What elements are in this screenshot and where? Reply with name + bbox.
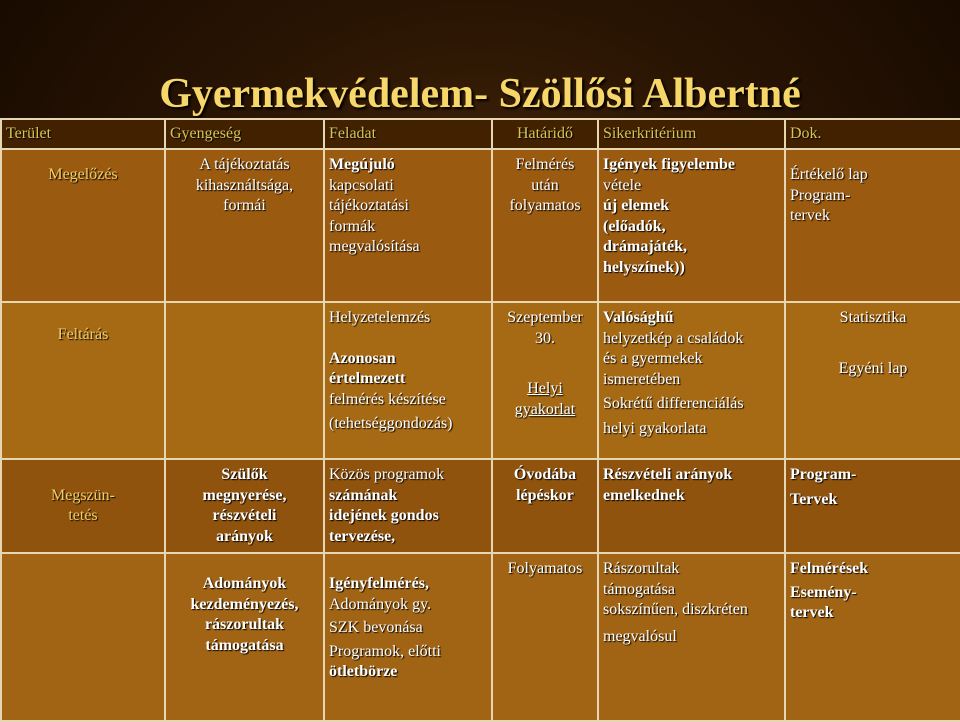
success-line: Valósághű [603, 309, 674, 326]
task-line: Megújuló [329, 156, 395, 173]
table-row [1, 459, 960, 553]
weakness-line: A tájékoztatás [199, 156, 290, 173]
area-cell [1, 459, 165, 553]
table-row [1, 302, 960, 459]
header-doc: Dok. [785, 119, 960, 149]
task-line: tájékoztatási [329, 197, 409, 214]
task-line: idejének gondos [329, 507, 439, 524]
success-line: (előadók, [603, 217, 666, 235]
task-line: Helyzetelemzés [329, 309, 431, 326]
task-cell [324, 459, 492, 553]
success-line: és a gyermekek [603, 350, 703, 367]
task-line: Programok, előtti [329, 642, 441, 660]
doc-line: Tervek [790, 490, 838, 508]
task-line: tervezése, [329, 527, 396, 545]
weakness-line: támogatása [205, 636, 284, 654]
task-line: Azonosan [329, 349, 396, 367]
task-cell [324, 553, 492, 721]
doc-line: Felmérések [790, 560, 869, 577]
success-line: helyszínek)) [603, 258, 685, 276]
doc-line: Program- [790, 186, 851, 204]
task-line: megvalósítása [329, 238, 420, 255]
slide-title: Gyermekvédelem- Szöllősi Albertné [159, 71, 801, 117]
deadline-cell [492, 553, 598, 721]
success-cell [598, 553, 785, 721]
deadline-line: gyakorlat [514, 400, 576, 418]
header-deadline: Határidő [492, 119, 598, 149]
deadline-line: után [531, 176, 559, 194]
task-line: formák [329, 217, 376, 235]
task-cell [324, 149, 492, 302]
task-line: (tehetséggondozás) [329, 415, 453, 432]
task-line: felmérés készítése [329, 390, 446, 408]
success-line: emelkednek [603, 486, 685, 504]
deadline-line: Óvodába [513, 466, 577, 483]
deadline-cell [492, 302, 598, 459]
deadline-line: Folyamatos [507, 560, 583, 577]
weakness-line: formái [223, 197, 266, 214]
weakness-line: Adományok [202, 575, 287, 592]
header-weakness: Gyengeség [165, 119, 324, 149]
area-cell [1, 149, 165, 302]
area-cell [1, 553, 165, 721]
weakness-line: kihasználtsága, [195, 176, 294, 194]
doc-line: Program- [790, 466, 857, 483]
weakness-cell [165, 302, 324, 459]
area-cell [1, 302, 165, 459]
task-line: ötletbörze [329, 663, 398, 680]
area-label: tetés [68, 507, 98, 524]
deadline-line: Szeptember [507, 309, 583, 326]
success-line: Sokrétű differenciálás [603, 395, 744, 412]
task-line: Közös programok [329, 466, 445, 483]
weakness-cell [165, 553, 324, 721]
success-line: drámajáték, [603, 238, 687, 255]
task-line: Adományok gy. [329, 595, 432, 613]
weakness-line: részvételi [212, 507, 277, 524]
doc-cell [785, 149, 960, 302]
weakness-line: Szülők [221, 466, 268, 483]
area-label: Megszün- [51, 486, 115, 504]
doc-line: Esemény- [790, 583, 857, 601]
success-line: vétele [603, 176, 642, 194]
doc-line: tervek [790, 207, 830, 224]
success-line: megvalósul [603, 627, 677, 645]
weakness-line: arányok [216, 527, 273, 545]
doc-line: tervek [790, 604, 834, 621]
doc-line: Értékelő lap [790, 166, 868, 183]
doc-cell [785, 459, 960, 553]
success-line: Rászorultak [603, 560, 680, 577]
deadline-cell [492, 459, 598, 553]
area-label: Feltárás [57, 326, 109, 344]
header-success: Sikerkritérium [598, 119, 785, 149]
task-line: Igényfelmérés, [329, 575, 429, 592]
doc-line: Egyéni lap [838, 359, 908, 377]
plan-table [0, 118, 960, 722]
success-line: új elemek [603, 197, 670, 214]
weakness-line: kezdeményezés, [190, 595, 299, 613]
deadline-line: lépéskor [516, 486, 574, 504]
weakness-line: megnyerése, [202, 486, 287, 504]
deadline-line: Helyi [527, 380, 563, 397]
success-line: helyzetkép a családok [603, 329, 744, 347]
success-cell [598, 302, 785, 459]
deadline-line: 30. [535, 329, 555, 347]
area-label: Megelőzés [48, 166, 118, 184]
task-line: SZK bevonása [329, 619, 423, 636]
deadline-line: folyamatos [509, 197, 581, 214]
weakness-cell [165, 149, 324, 302]
success-line: sokszínűen, diszkréten [603, 601, 748, 618]
success-line: ismeretében [603, 370, 681, 388]
doc-cell [785, 553, 960, 721]
table-row [1, 149, 960, 302]
task-line: értelmezett [329, 370, 406, 387]
deadline-cell [492, 149, 598, 302]
header-task: Feladat [324, 119, 492, 149]
weakness-line: rászorultak [204, 616, 285, 633]
header-area: Terület [1, 119, 165, 149]
success-line: támogatása [603, 580, 675, 598]
deadline-line: Felmérés [515, 156, 575, 173]
task-line: kapcsolati [329, 176, 394, 194]
success-line: helyi gyakorlata [603, 419, 707, 437]
task-line: számának [329, 486, 398, 504]
doc-cell [785, 302, 960, 459]
doc-line: Statisztika [839, 309, 907, 326]
weakness-cell [165, 459, 324, 553]
success-cell [598, 149, 785, 302]
task-cell [324, 302, 492, 459]
table-row [1, 553, 960, 721]
success-line: Részvételi arányok [603, 466, 733, 483]
success-cell [598, 459, 785, 553]
success-line: Igények figyelembe [603, 156, 735, 173]
header-row [1, 119, 960, 149]
